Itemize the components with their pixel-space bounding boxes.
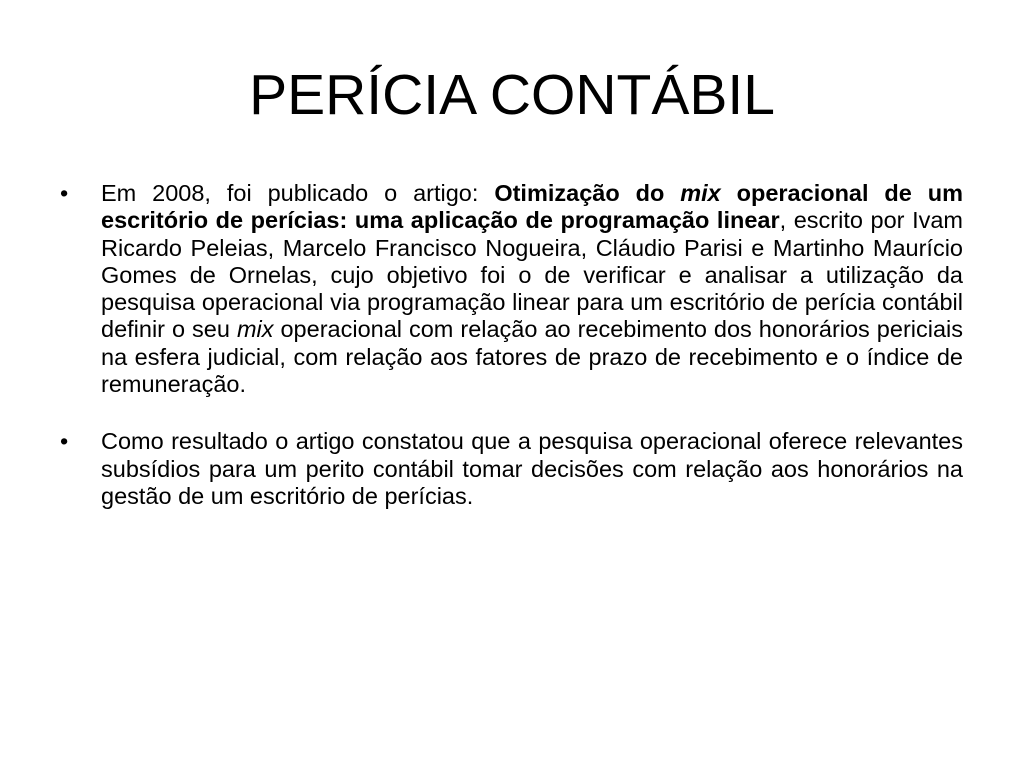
bullet-item-result [60,428,963,510]
slide-title: PERÍCIA CONTÁBIL [249,63,775,127]
bullet-text-body: , escrito por Ivam Ricardo Peleias, Marcelo Francisco Nogueira, Cláudio Parisi e Martinho Maurício Gomes de Ornelas, cujo objetivo foi o de verificar e analisar a utilização da pesquisa operacional via programação linear para um escritório de perícia contábil definir o seu [101,207,963,343]
bullet-text-mix: mix [236,316,274,343]
bullet-text-intro: Em 2008, foi publicado o artigo: [101,180,495,206]
bullet-marker: • [60,428,69,455]
bullet-list [60,180,963,540]
article-title-mix: mix [680,180,721,206]
bullet-item-article [60,180,963,398]
bullet-text-result: Como resultado o artigo constatou que a pesquisa operacional oferece relevantes subsídios para um perito contábil tomar decisões com relação aos honorários na gestão de um escritório de perícias. [101,428,963,509]
bullet-text-end: operacional com relação ao recebimento dos honorários periciais na esfera judicial, com relação aos fatores de prazo de recebimento e o índice de remuneração. [101,316,963,398]
article-title-part1: Otimização do [494,180,681,206]
bullet-marker: • [60,180,69,206]
article-title-part2: operacional de um escritório de perícias: uma aplicação de programação linear [101,180,964,234]
